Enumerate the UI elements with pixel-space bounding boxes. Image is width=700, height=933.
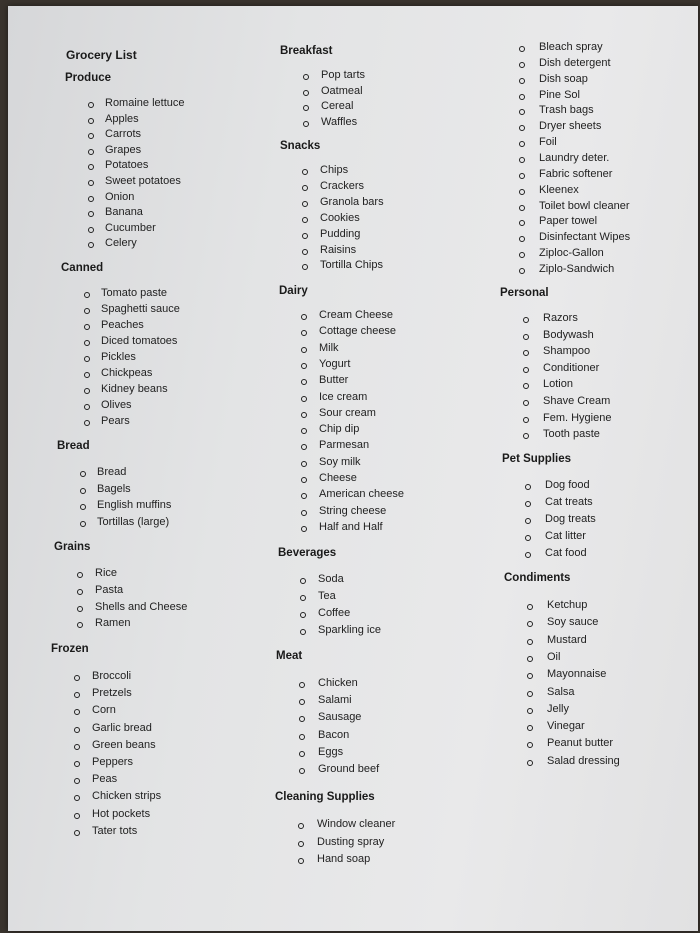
list-item: Toilet bowl cleaner [539, 199, 630, 212]
bullet-circle-icon [519, 189, 525, 195]
bullet-circle-icon [302, 201, 308, 207]
section-heading: Canned [61, 262, 104, 274]
section-heading: Produce [65, 72, 112, 84]
list-item: Salad dressing [547, 754, 620, 767]
section-heading: Pet Supplies [502, 453, 572, 465]
bullet-circle-icon [303, 74, 309, 80]
list-item: Soda [318, 573, 344, 585]
bullet-circle-icon [74, 727, 80, 733]
bullet-circle-icon [298, 841, 304, 847]
list-item: Dryer sheets [539, 120, 602, 133]
list-item: Ziploc-Gallon [539, 247, 604, 260]
bullet-circle-icon [300, 595, 306, 601]
list-item: Tortilla Chips [320, 259, 383, 272]
list-item: Garlic bread [92, 721, 152, 734]
bullet-circle-icon [299, 768, 305, 774]
list-item: Yogurt [319, 357, 351, 370]
list-item: Spaghetti sauce [101, 303, 180, 315]
list-item: Salami [318, 694, 352, 707]
bullet-circle-icon [74, 709, 80, 715]
list-item: Salsa [547, 685, 575, 698]
bullet-circle-icon [525, 552, 531, 558]
bullet-circle-icon [519, 157, 525, 163]
paper-sheet [8, 6, 698, 931]
list-item: Tortillas (large) [97, 515, 170, 528]
list-item: Hot pockets [92, 807, 151, 820]
list-item: Chicken strips [92, 790, 162, 803]
list-item: Grapes [105, 143, 142, 156]
list-item: Cheese [319, 472, 357, 484]
list-item: Cottage cheese [319, 325, 397, 338]
list-item: Ziplo-Sandwich [539, 262, 615, 275]
bullet-circle-icon [527, 760, 533, 766]
bullet-circle-icon [301, 363, 307, 369]
bullet-circle-icon [301, 428, 307, 434]
list-item: Cat food [545, 547, 587, 559]
list-item: Granola bars [320, 195, 384, 208]
bullet-circle-icon [74, 778, 80, 784]
bullet-circle-icon [519, 62, 525, 68]
list-item: Dusting spray [317, 835, 385, 848]
section-heading: Bread [57, 440, 90, 452]
bullet-circle-icon [80, 471, 86, 477]
bullet-circle-icon [523, 350, 529, 356]
section-heading: Meat [276, 650, 303, 662]
bullet-circle-icon [299, 734, 305, 740]
list-item: Olives [101, 399, 132, 411]
bullet-circle-icon [300, 629, 306, 635]
bullet-circle-icon [300, 578, 306, 584]
bullet-circle-icon [74, 744, 80, 750]
bullet-circle-icon [523, 334, 529, 340]
section-heading: Cleaning Supplies [275, 791, 375, 803]
list-item: Pickles [101, 351, 136, 363]
list-item: Ketchup [547, 599, 588, 611]
list-item: Peas [92, 773, 118, 786]
bullet-circle-icon [301, 379, 307, 385]
bullet-circle-icon [527, 604, 533, 610]
bullet-circle-icon [303, 105, 309, 111]
list-item: Eggs [318, 745, 344, 758]
list-item: Bleach spray [539, 41, 603, 53]
bullet-circle-icon [74, 795, 80, 801]
bullet-circle-icon [523, 383, 529, 389]
bullet-circle-icon [519, 141, 525, 147]
list-item: Diced tomatoes [101, 335, 178, 347]
bullet-circle-icon [88, 227, 94, 233]
list-item: Sour cream [319, 406, 376, 419]
list-item: Laundry deter. [539, 151, 610, 164]
list-item: Shampoo [543, 345, 591, 358]
list-item: Sausage [318, 711, 362, 724]
bullet-circle-icon [519, 94, 525, 100]
list-item: Vinegar [547, 720, 585, 733]
bullet-circle-icon [88, 164, 94, 170]
bullet-circle-icon [84, 292, 90, 298]
bullet-circle-icon [301, 347, 307, 353]
list-item: Green beans [92, 738, 156, 751]
list-item: Chips [320, 164, 349, 176]
list-item: Dish detergent [539, 56, 611, 69]
bullet-circle-icon [527, 691, 533, 697]
bullet-circle-icon [523, 367, 529, 373]
bullet-circle-icon [77, 622, 83, 628]
list-item: Bacon [318, 728, 350, 741]
list-item: Ramen [95, 617, 131, 630]
bullet-circle-icon [302, 264, 308, 270]
section-heading: Dairy [279, 285, 308, 297]
bullet-circle-icon [302, 217, 308, 223]
list-item: Waffles [321, 115, 358, 128]
list-item: Pears [101, 415, 130, 427]
bullet-circle-icon [519, 125, 525, 131]
bullet-circle-icon [74, 675, 80, 681]
bullet-circle-icon [80, 488, 86, 494]
bullet-circle-icon [84, 420, 90, 426]
list-item: Cat treats [545, 496, 593, 508]
bullet-circle-icon [527, 673, 533, 679]
list-item: American cheese [319, 488, 404, 501]
bullet-circle-icon [519, 220, 525, 226]
bullet-circle-icon [84, 404, 90, 410]
bullet-circle-icon [523, 400, 529, 406]
bullet-circle-icon [88, 149, 94, 155]
bullet-circle-icon [527, 725, 533, 731]
bullet-circle-icon [519, 173, 525, 179]
bullet-circle-icon [74, 692, 80, 698]
list-item: Peaches [101, 319, 144, 331]
list-item: Dog treats [545, 513, 596, 525]
list-item: Cookies [320, 211, 360, 224]
list-item: String cheese [319, 504, 387, 517]
bullet-circle-icon [77, 589, 83, 595]
bullet-circle-icon [519, 78, 525, 84]
list-item: Cream Cheese [319, 309, 393, 321]
bullet-circle-icon [525, 484, 531, 490]
list-item: Dish soap [539, 72, 588, 85]
bullet-circle-icon [301, 330, 307, 336]
bullet-circle-icon [84, 324, 90, 330]
bullet-circle-icon [84, 372, 90, 378]
list-item: Trash bags [539, 104, 594, 117]
list-item: Broccoli [92, 670, 132, 682]
section-heading: Condiments [504, 572, 571, 584]
list-item: Fabric softener [539, 167, 613, 180]
list-item: Kleenex [539, 183, 579, 196]
list-item: Pop tarts [321, 69, 366, 81]
bullet-circle-icon [523, 417, 529, 423]
list-item: English muffins [97, 499, 172, 512]
list-item: Coffee [318, 607, 351, 619]
bullet-circle-icon [300, 612, 306, 618]
list-item: Tomato paste [101, 287, 168, 299]
bullet-circle-icon [299, 699, 305, 705]
list-item: Chicken [318, 677, 358, 689]
list-item: Chickpeas [101, 367, 153, 379]
bullet-circle-icon [299, 751, 305, 757]
bullet-circle-icon [301, 510, 307, 516]
bullet-circle-icon [301, 477, 307, 483]
bullet-circle-icon [298, 858, 304, 864]
bullet-circle-icon [88, 102, 94, 108]
list-item: Tater tots [92, 824, 138, 837]
bullet-circle-icon [88, 242, 94, 248]
bullet-circle-icon [302, 185, 308, 191]
bullet-circle-icon [301, 526, 307, 532]
bullet-circle-icon [84, 340, 90, 346]
bullet-circle-icon [299, 682, 305, 688]
list-item: Raisins [320, 243, 357, 256]
bullet-circle-icon [519, 268, 525, 274]
bullet-circle-icon [527, 742, 533, 748]
list-item: Ground beef [318, 763, 380, 775]
bullet-circle-icon [525, 501, 531, 507]
bullet-circle-icon [301, 412, 307, 418]
list-item: Soy milk [319, 455, 361, 468]
bullet-circle-icon [519, 46, 525, 52]
bullet-circle-icon [303, 90, 309, 96]
list-item: Rice [95, 567, 118, 579]
bullet-circle-icon [84, 356, 90, 362]
list-item: Romaine lettuce [105, 97, 185, 109]
list-item: Parmesan [319, 439, 370, 452]
bullet-circle-icon [302, 249, 308, 255]
list-item: Jelly [547, 702, 570, 715]
list-item: Chip dip [319, 423, 360, 436]
bullet-circle-icon [303, 121, 309, 127]
bullet-circle-icon [527, 708, 533, 714]
list-item: Foil [539, 136, 557, 149]
bullet-circle-icon [519, 252, 525, 258]
list-item: Disinfectant Wipes [539, 231, 631, 244]
bullet-circle-icon [301, 314, 307, 320]
list-item: Bagels [97, 482, 131, 495]
list-item: Half and Half [319, 520, 383, 533]
bullet-circle-icon [74, 813, 80, 819]
section-heading: Frozen [51, 643, 89, 655]
list-item: Carrots [105, 128, 142, 141]
section-heading: Snacks [280, 140, 321, 152]
list-item: Shave Cream [543, 395, 611, 407]
bullet-circle-icon [301, 493, 307, 499]
list-item: Peanut butter [547, 737, 614, 750]
bullet-circle-icon [527, 639, 533, 645]
section-heading: Beverages [278, 547, 337, 559]
bullet-circle-icon [523, 317, 529, 323]
list-item: Celery [105, 237, 137, 250]
list-item: Onion [105, 190, 135, 203]
section-heading: Grains [54, 541, 91, 553]
section-heading: Breakfast [280, 45, 333, 57]
bullet-circle-icon [80, 521, 86, 527]
list-item: Dog food [545, 479, 590, 491]
bullet-circle-icon [88, 133, 94, 139]
bullet-circle-icon [301, 444, 307, 450]
page-title: Grocery List [66, 48, 137, 62]
bullet-circle-icon [77, 572, 83, 578]
bullet-circle-icon [519, 236, 525, 242]
bullet-circle-icon [88, 196, 94, 202]
bullet-circle-icon [302, 169, 308, 175]
list-item: Mustard [547, 633, 587, 646]
bullet-circle-icon [88, 180, 94, 186]
bullet-circle-icon [527, 656, 533, 662]
list-item: Oatmeal [321, 84, 363, 97]
list-item: Pudding [320, 227, 361, 240]
list-item: Pretzels [92, 687, 132, 700]
bullet-circle-icon [84, 388, 90, 394]
list-item: Cereal [321, 100, 354, 112]
list-item: Cat litter [545, 530, 586, 542]
list-item: Tooth paste [543, 428, 600, 441]
list-item: Oil [547, 650, 561, 663]
bullet-circle-icon [525, 535, 531, 541]
list-item: Ice cream [319, 390, 368, 403]
list-item: Peppers [92, 756, 133, 768]
section-heading: Personal [500, 287, 549, 299]
list-item: Sweet potatoes [105, 175, 181, 187]
bullet-circle-icon [523, 433, 529, 439]
bullet-circle-icon [77, 606, 83, 612]
list-item: Potatoes [105, 159, 149, 172]
bullet-circle-icon [88, 118, 94, 124]
bullet-circle-icon [519, 109, 525, 115]
bullet-circle-icon [80, 504, 86, 510]
list-item: Tea [318, 590, 336, 602]
bullet-circle-icon [298, 823, 304, 829]
list-item: Hand soap [317, 853, 371, 865]
list-item: Corn [92, 704, 116, 717]
bullet-circle-icon [302, 233, 308, 239]
list-item: Conditioner [543, 361, 600, 374]
list-item: Pasta [95, 583, 124, 596]
list-item: Pine Sol [539, 88, 580, 101]
list-item: Butter [319, 374, 349, 387]
list-item: Bodywash [543, 328, 594, 341]
list-item: Lotion [543, 378, 573, 391]
bullet-circle-icon [525, 518, 531, 524]
list-item: Soy sauce [547, 616, 599, 629]
bullet-circle-icon [519, 205, 525, 211]
bullet-circle-icon [301, 396, 307, 402]
list-item: Sparkling ice [318, 624, 381, 636]
list-item: Milk [319, 341, 339, 354]
bullet-circle-icon [301, 461, 307, 467]
list-item: Razors [543, 312, 578, 324]
list-item: Bread [97, 466, 127, 478]
list-item: Cucumber [105, 221, 156, 234]
list-item: Fem. Hygiene [543, 411, 612, 424]
list-item: Apples [105, 112, 139, 125]
list-item: Mayonnaise [547, 668, 607, 681]
list-item: Crackers [320, 179, 365, 192]
bullet-circle-icon [74, 830, 80, 836]
list-item: Paper towel [539, 215, 598, 228]
list-item: Banana [105, 206, 143, 219]
bullet-circle-icon [88, 211, 94, 217]
bullet-circle-icon [527, 621, 533, 627]
bullet-circle-icon [84, 308, 90, 314]
list-item: Kidney beans [101, 383, 168, 395]
list-item: Window cleaner [317, 818, 396, 830]
list-item: Shells and Cheese [95, 600, 188, 613]
bullet-circle-icon [74, 761, 80, 767]
bullet-circle-icon [299, 716, 305, 722]
